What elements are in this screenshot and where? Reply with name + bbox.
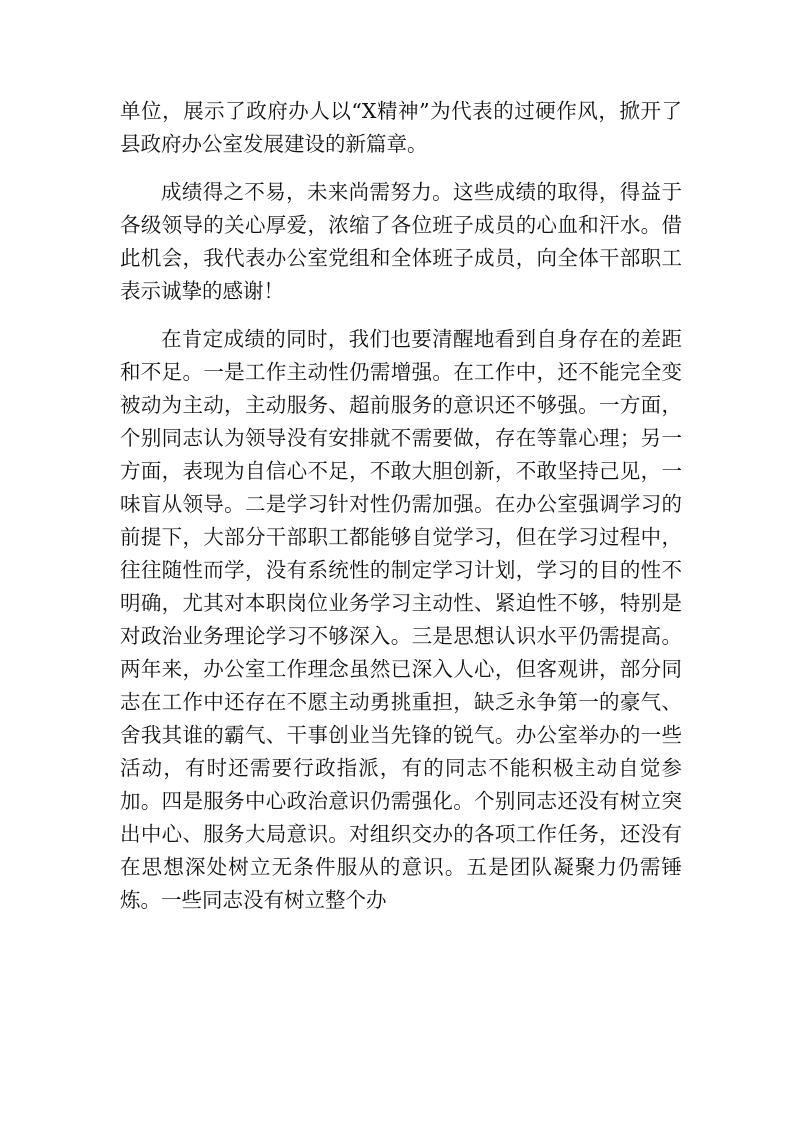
heading-learning: 二是学习针对性仍需加强。 (244, 492, 495, 516)
heading-thinking: 三是思想认识水平仍需提高。 (411, 624, 683, 648)
paragraph-3-intro: 在肯定成绩的同时，我们也要清醒地看到自身存在的差距和不足。 (120, 327, 682, 384)
paragraph-1 (120, 95, 682, 161)
paragraph-3-thinking-body: 两年来，办公室工作理念虽然已深入人心，但客观讲，部分同志在工作中还存在不愿主动勇挑重担，缺乏永争第一的豪气、舍我其谁的霸气、干事创业当先锋的锐气。办公室举办的一些活动，有时还需要行政指派，有的同志不能积极主动自觉参加。 (120, 657, 682, 813)
paragraph-3-political-body: 个别同志还没有树立突出中心、服务大局意识。对组织交办的各项工作任务，还没有在思想深处树立无条件服从的意识。 (120, 789, 683, 879)
paragraph-1-text: 单位，展示了政府办人以“X精神”为代表的过硬作风，掀开了县政府办公室发展建设的新篇章。 (120, 99, 682, 156)
paragraph-3-initiative-body: 在工作中，还不能完全变被动为主动，主动服务、超前服务的意识还不够强。一方面，个别同志认为领导没有安排就不需要做，存在等靠心理；另一方面，表现为自信心不足，不敢大胆创新，不敢坚持己见，一味盲从领导。 (120, 360, 683, 516)
paragraph-3 (120, 323, 682, 917)
heading-team-cohesion: 五是团队凝聚力仍需锤炼。 (120, 855, 683, 912)
paragraph-2 (120, 176, 682, 308)
paragraph-2-text: 成绩得之不易，未来尚需努力。这些成绩的取得，得益于各级领导的关心厚爱，浓缩了各位班子成员的心血和汗水。借此机会，我代表办公室党组和全体班子成员，向全体干部职工表示诚挚的感谢！ (120, 180, 682, 303)
document-page (120, 95, 682, 917)
paragraph-3-learning-body: 在办公室强调学习的前提下，大部分干部职工都能够自觉学习，但在学习过程中，往往随性而学，没有系统性的制定学习计划，学习的目的性不明确，尤其对本职岗位业务学习主动性、紧迫性不够，特别是对政治业务理论学习不够深入。 (120, 492, 683, 648)
paragraph-3-team-body: 一些同志没有树立整个办 (161, 888, 387, 912)
heading-political-awareness: 四是服务中心政治意识仍需强化。 (161, 789, 475, 813)
heading-initiative: 一是工作主动性仍需增强。 (203, 360, 454, 384)
